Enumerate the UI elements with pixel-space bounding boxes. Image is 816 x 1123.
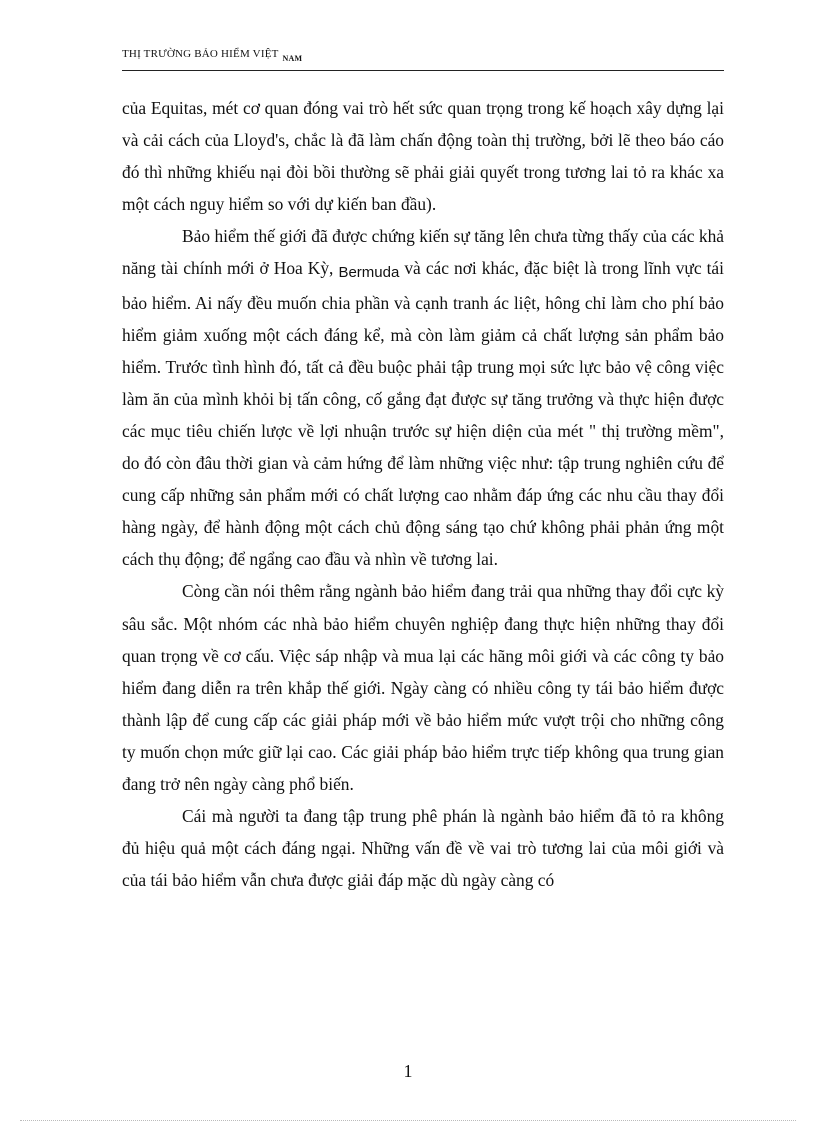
paragraph-3: Còng cần nói thêm rằng ngành bảo hiểm đang trải qua những thay đổi cực kỳ sâu sắc. Một nhóm các nhà bảo hiểm chuyên nghiệp đang thực hiện những thay đổi quan trọng về cơ cấu. Việc sáp nhập và mua lại các hãng môi giới và các công ty bảo hiểm đang diễn ra trên khắp thế giới. Ngày càng có nhiều công ty tái bảo hiểm được thành lập để cung cấp các giải pháp mới về bảo hiểm mức vượt trội cho những công ty muốn chọn mức giữ lại cao. Các giải pháp bảo hiểm trực tiếp không qua trung gian đang trở nên ngày càng phổ biến. bbox=[122, 581, 724, 794]
header-title: THỊ TRƯỜNG BẢO HIỂM VIỆT bbox=[122, 48, 279, 60]
page-header bbox=[122, 48, 724, 63]
page-bottom-edge bbox=[20, 1120, 796, 1121]
paragraph-2-end: và các nơi khác, đặc biệt là trong lĩnh vực tái bảo hiểm. Ai nấy đều muốn chia phần và cạnh tranh ác liệt, hông chỉ làm cho phí bảo hiểm giảm xuống một cách đáng kể, mà còn làm giảm cả chất lượng sản phẩm bảo hiểm. Trước tình hình đó, tất cả đều buộc phải tập trung mọi sức lực bảo vệ công việc làm ăn của mình khỏi bị tấn công, cố gắng đạt được sự tăng trưởng và thực hiện được các mục tiêu chiến lược về lợi nhuận trước sự hiện diện của mét " thị trường mềm", do đó còn đâu thời gian và cảm hứng để làm những việc như: tập trung nghiên cứu để cung cấp những sản phẩm mới có chất lượng cao nhằm đáp ứng các nhu cầu thay đổi hàng ngày, để hành động một cách chủ động sáng tạo chứ không phải phản ứng một cách thụ động; để ngẩng cao đầu và nhìn về tương lai. bbox=[122, 258, 724, 570]
paragraph-2 bbox=[122, 220, 724, 575]
paragraph-2-inline-bermuda: Bermuda bbox=[338, 264, 400, 282]
paragraph-1: của Equitas, mét cơ quan đóng vai trò hết sức quan trọng trong kế hoạch xây dựng lại và cải cách của Lloyd's, chắc là đã làm chấn động toàn thị trường, bởi lẽ theo báo cáo đó thì những khiếu nại đòi bồi thường sẽ phải giải quyết trong tương lai tỏ ra khác xa một cách nguy hiểm so với dự kiến ban đầu). bbox=[122, 98, 724, 215]
paragraph-2-start: Bảo hiểm thế giới đã được chứng kiến sự tăng lên chưa từng thấy của các khả năng tài chính mới ở Hoa Kỳ, bbox=[122, 226, 724, 279]
paragraph-4: Cái mà người ta đang tập trung phê phán là ngành bảo hiểm đã tỏ ra không đủ hiệu quả một cách đáng ngại. Những vấn đề về vai trò tương lai của môi giới và của tái bảo hiểm vẫn chưa được giải đáp mặc dù ngày càng có bbox=[122, 806, 724, 891]
header-title-suffix: NAM bbox=[282, 54, 303, 63]
document-body bbox=[122, 92, 724, 896]
header-rule bbox=[122, 70, 724, 71]
page-number: 1 bbox=[403, 1061, 413, 1081]
